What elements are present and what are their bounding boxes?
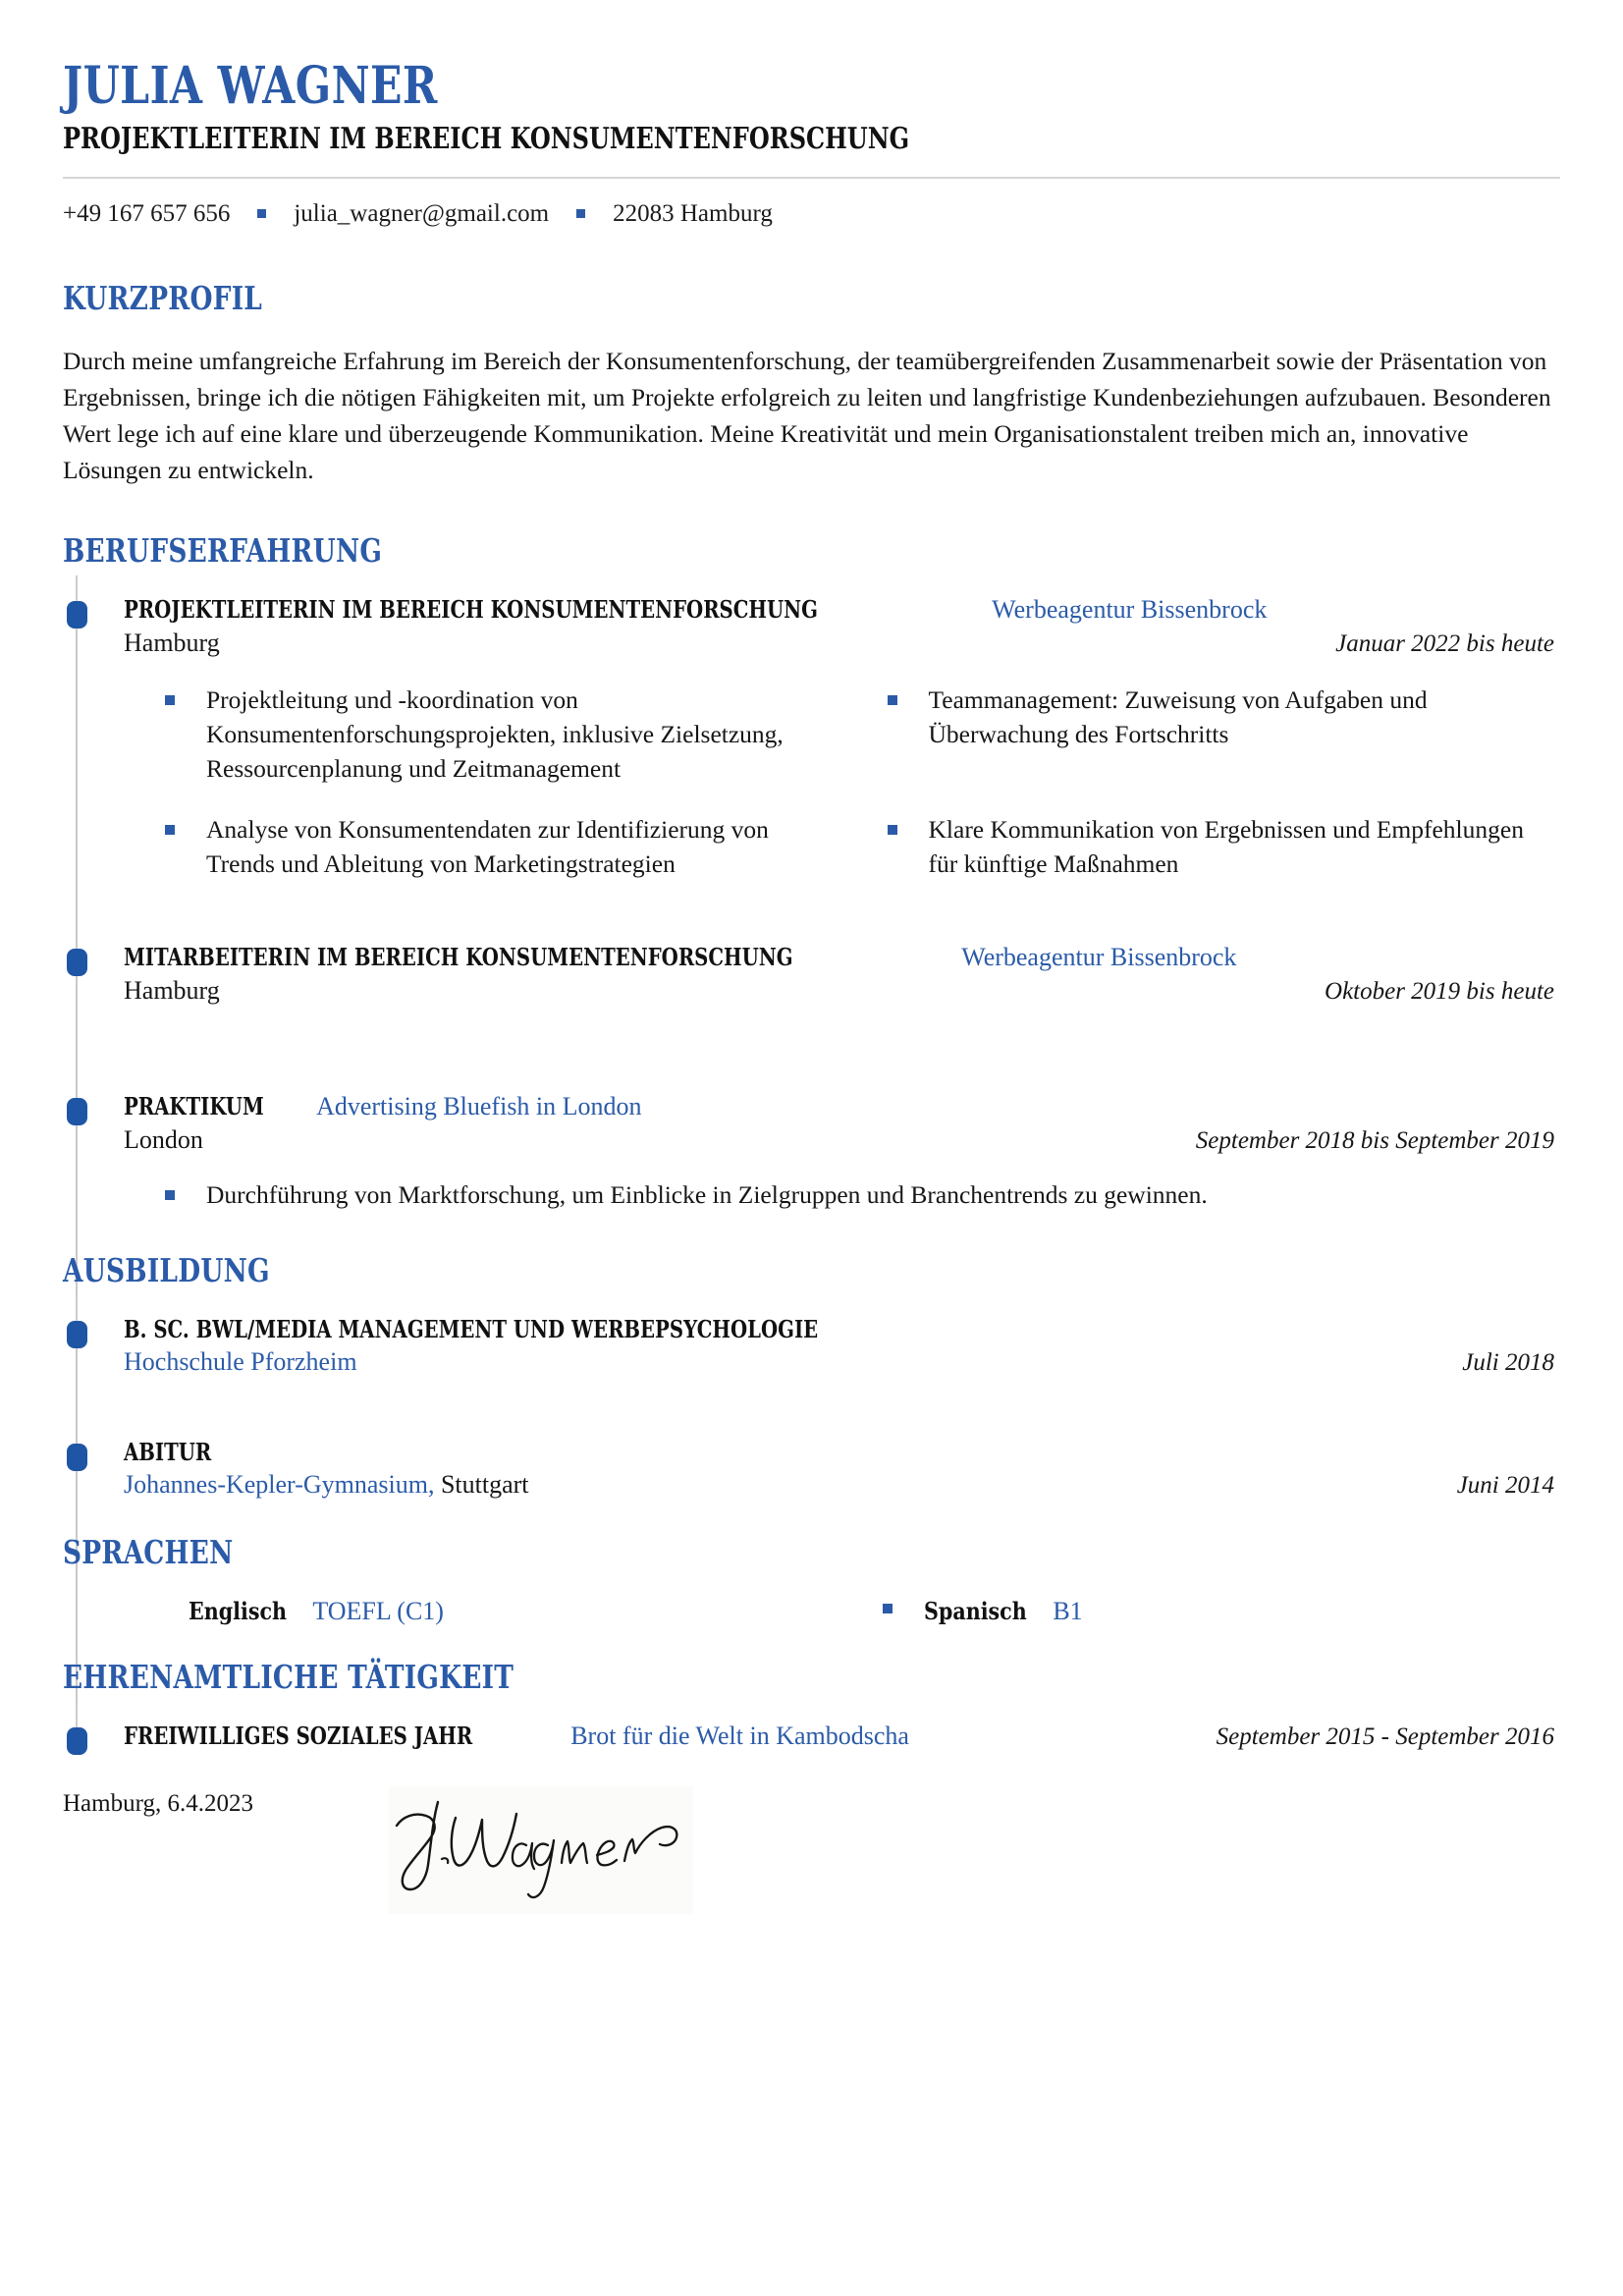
degree-title: ABITUR bbox=[124, 1438, 212, 1467]
timeline-marker-icon bbox=[67, 949, 87, 976]
signature-image bbox=[389, 1786, 693, 1914]
job-title: PRAKTIKUM bbox=[124, 1091, 264, 1121]
volunteering-entry bbox=[63, 1722, 1560, 1751]
language-list bbox=[63, 1597, 1560, 1626]
education-entry bbox=[63, 1315, 1560, 1377]
job-company: Werbeagentur Bissenbrock bbox=[961, 942, 1237, 971]
timeline-stub bbox=[76, 1295, 78, 1321]
contact-phone[interactable]: +49 167 657 656 bbox=[63, 199, 231, 227]
section-heading-volunteering: EHRENAMTLICHE TÄTIGKEIT bbox=[63, 1658, 514, 1697]
job-company: Advertising Bluefish in London bbox=[316, 1091, 642, 1121]
section-heading-profile: KURZPROFIL bbox=[63, 278, 263, 317]
timeline-marker-icon bbox=[67, 1444, 87, 1471]
job-bullet-list bbox=[124, 683, 1560, 881]
bullet-square-icon bbox=[165, 1190, 175, 1200]
job-location: London bbox=[124, 1124, 203, 1154]
header bbox=[63, 56, 1560, 179]
contact-bar bbox=[63, 200, 1560, 228]
school-name bbox=[124, 1470, 529, 1500]
job-title: MITARBEITERIN IM BEREICH KONSUMENTENFORSCHUNG bbox=[124, 942, 793, 971]
language-level: TOEFL (C1) bbox=[312, 1597, 444, 1626]
education-timeline bbox=[63, 1315, 1560, 1500]
signature-block bbox=[63, 1786, 1560, 1914]
list-item bbox=[888, 683, 1553, 786]
language-name: Spanisch bbox=[923, 1597, 1027, 1626]
list-item bbox=[883, 1597, 1561, 1626]
school-city: Stuttgart bbox=[434, 1470, 529, 1500]
experience-entry bbox=[63, 595, 1560, 881]
experience-entry bbox=[63, 943, 1560, 1006]
experience-entry bbox=[63, 1092, 1560, 1213]
job-date: September 2018 bis September 2019 bbox=[1195, 1126, 1554, 1154]
degree-title: B. SC. BWL/MEDIA MANAGEMENT UND WERBEPSYCHOLOGIE bbox=[124, 1315, 819, 1344]
school-label: Johannes-Kepler-Gymnasium, bbox=[124, 1470, 435, 1500]
timeline-marker-icon bbox=[67, 1727, 87, 1755]
volunteering-date: September 2015 - September 2016 bbox=[1216, 1723, 1554, 1751]
bullet-text: Projektleitung und -koordination von Konsumentenforschungsprojekten, inklusive Zielsetzung, Ressourcenplanung und Zeitmanagement bbox=[206, 685, 784, 783]
bullet-square-icon bbox=[165, 695, 175, 705]
bullet-square-icon bbox=[883, 1604, 893, 1613]
job-date: Oktober 2019 bis heute bbox=[1325, 977, 1554, 1005]
list-item bbox=[888, 813, 1553, 881]
header-divider bbox=[63, 177, 1560, 179]
education-date: Juni 2014 bbox=[1456, 1472, 1554, 1500]
volunteering-organization: Brot für die Welt in Kambodscha bbox=[570, 1722, 909, 1751]
list-item bbox=[165, 683, 831, 786]
experience-timeline bbox=[63, 595, 1560, 1212]
volunteering-timeline bbox=[63, 1722, 1560, 1751]
list-item bbox=[165, 813, 831, 881]
bullet-square-icon bbox=[165, 825, 175, 835]
job-location: Hamburg bbox=[124, 629, 220, 658]
job-date: Januar 2022 bis heute bbox=[1335, 630, 1554, 658]
timeline-marker-icon bbox=[67, 1098, 87, 1125]
bullet-text: Klare Kommunikation von Ergebnissen und Empfehlungen für künftige Maßnahmen bbox=[928, 815, 1524, 879]
school-name: Hochschule Pforzheim bbox=[124, 1347, 357, 1377]
language-name: Englisch bbox=[189, 1597, 288, 1626]
contact-email[interactable]: julia_wagner@gmail.com bbox=[294, 199, 550, 227]
education-entry bbox=[63, 1438, 1560, 1500]
list-item bbox=[165, 1178, 1560, 1213]
bullet-text: Teammanagement: Zuweisung von Aufgaben und Überwachung des Fortschritts bbox=[928, 685, 1428, 749]
bullet-square-icon bbox=[888, 825, 897, 835]
bullet-text: Durchführung von Marktforschung, um Einblicke in Zielgruppen und Branchentrends zu gewinnen. bbox=[206, 1179, 1208, 1209]
job-bullet-list bbox=[124, 1178, 1560, 1213]
timeline-stub bbox=[76, 1702, 78, 1727]
timeline-marker-icon bbox=[67, 601, 87, 629]
professional-headline: PROJEKTLEITERIN IM BEREICH KONSUMENTENFORSCHUNG bbox=[63, 122, 910, 156]
contact-city: 22083 Hamburg bbox=[613, 199, 773, 227]
education-date: Juli 2018 bbox=[1462, 1349, 1554, 1377]
job-location: Hamburg bbox=[124, 975, 220, 1005]
section-heading-languages: SPRACHEN bbox=[63, 1533, 234, 1572]
bullet-square-icon bbox=[888, 695, 897, 705]
language-level: B1 bbox=[1053, 1597, 1083, 1626]
section-heading-education: AUSBILDUNG bbox=[63, 1251, 270, 1290]
square-separator-icon bbox=[576, 209, 585, 218]
square-separator-icon bbox=[257, 209, 266, 218]
job-company: Werbeagentur Bissenbrock bbox=[992, 595, 1268, 625]
bullet-text: Analyse von Konsumentendaten zur Identifizierung von Trends und Ableitung von Marketingstrategien bbox=[206, 815, 769, 879]
section-heading-experience: BERUFSERFAHRUNG bbox=[63, 531, 383, 571]
timeline-stub bbox=[76, 575, 78, 601]
timeline-marker-icon bbox=[67, 1321, 87, 1348]
list-item bbox=[147, 1597, 826, 1626]
volunteering-title: FREIWILLIGES SOZIALES JAHR bbox=[124, 1722, 473, 1751]
profile-text: Durch meine umfangreiche Erfahrung im Bereich der Konsumentenforschung, der teamübergreifenden Zusammenarbeit sowie der Präsentation von Ergebnissen, bringe ich die nötigen Fähigkeiten mit, um Projekte erfolgreich zu leiten und langfristige Kundenbeziehungen aufzubauen. Besonderen Wert lege ich auf eine klare und überzeugende Kommunikation. Meine Kreativität und mein Organisationstalent treiben mich an, innovative Lösungen zu entwickeln. bbox=[63, 346, 1551, 485]
job-title: PROJEKTLEITERIN IM BEREICH KONSUMENTENFORSCHUNG bbox=[124, 595, 818, 625]
page-title: JULIA WAGNER bbox=[63, 56, 438, 116]
signature-location-date: Hamburg, 6.4.2023 bbox=[63, 1790, 253, 1818]
